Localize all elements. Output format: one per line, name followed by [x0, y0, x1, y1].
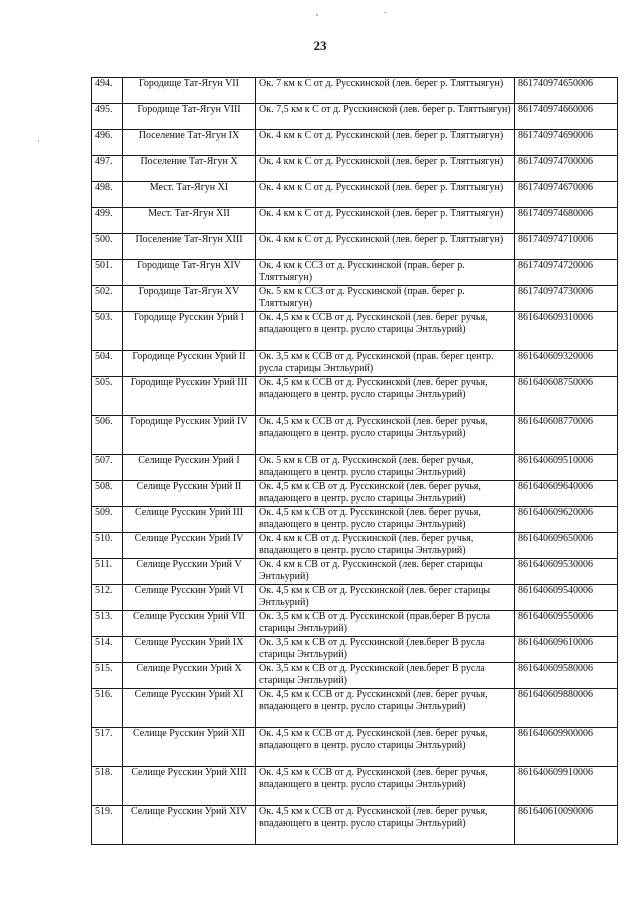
- monument-name: Мест. Тат-Ягун XII: [123, 208, 256, 234]
- page-number: 23: [313, 38, 327, 53]
- table-row: [92, 182, 618, 208]
- row-number: 517.: [92, 728, 123, 767]
- monument-location: Ок. 4 км к ССЗ от д. Русскинской (прав. берег р. Тляттыягун): [256, 260, 515, 286]
- monument-location: Ок. 5 км к СВ от д. Русскинской (лев. берег ручья, впадающего в центр. русло старицы Энтльурий): [256, 455, 515, 481]
- monument-location: Ок. 4,5 км к ССВ от д. Русскинской (лев. берег ручья, впадающего в центр. русло старицы Энтльурий): [256, 416, 515, 455]
- table-row: [92, 351, 618, 377]
- table-row: [92, 481, 618, 507]
- table-row: [92, 104, 618, 130]
- monument-name: Селище Русскин Урий X: [123, 663, 256, 689]
- row-number: 499.: [92, 208, 123, 234]
- row-number: 511.: [92, 559, 123, 585]
- row-number: 519.: [92, 806, 123, 845]
- row-number: 518.: [92, 767, 123, 806]
- table-row: [92, 286, 618, 312]
- row-number: 507.: [92, 455, 123, 481]
- monument-name: Селище Русскин Урий XIII: [123, 767, 256, 806]
- monument-name: Селище Русскин Урий VI: [123, 585, 256, 611]
- monument-name: Селище Русскин Урий XII: [123, 728, 256, 767]
- row-number: 514.: [92, 637, 123, 663]
- row-number: 498.: [92, 182, 123, 208]
- registry-code: 861640609550006: [515, 611, 618, 637]
- monument-name: Городище Русскин Урий IV: [123, 416, 256, 455]
- monument-location: Ок. 4,5 км к ССВ от д. Русскинской (лев. берег ручья, впадающего в центр. русло старицы Энтльурий): [256, 728, 515, 767]
- registry-code: 861640608770006: [515, 416, 618, 455]
- monument-location: Ок. 3,5 км к СВ от д. Русскинской (прав.берег В русла старицы Энтльурий): [256, 611, 515, 637]
- row-number: 495.: [92, 104, 123, 130]
- table-row: [92, 78, 618, 104]
- monument-location: Ок. 4 км к С от д. Русскинской (лев. берег р. Тляттыягун): [256, 234, 515, 260]
- registry-code: 861640609310006: [515, 312, 618, 351]
- registry-code: 861740974650006: [515, 78, 618, 104]
- row-number: 515.: [92, 663, 123, 689]
- registry-code: 861640609540006: [515, 585, 618, 611]
- table-row: [92, 455, 618, 481]
- registry-code: 861740974730006: [515, 286, 618, 312]
- monument-name: Мест. Тат-Ягун XI: [123, 182, 256, 208]
- monument-name: Городище Тат-Ягун VIII: [123, 104, 256, 130]
- monument-name: Селище Русскин Урий V: [123, 559, 256, 585]
- monument-location: Ок. 7 км к С от д. Русскинской (лев. берег р. Тлятты́ягун): [256, 78, 515, 104]
- monument-name: Городище Тат-Ягун VII: [123, 78, 256, 104]
- registry-code: 861740974710006: [515, 234, 618, 260]
- table-row: [92, 767, 618, 806]
- registry-code: 861640609530006: [515, 559, 618, 585]
- row-number: 505.: [92, 377, 123, 416]
- monument-name: Селище Русскин Урий XIV: [123, 806, 256, 845]
- monument-location: Ок. 4,5 км к ССВ от д. Русскинской (лев. берег ручья, впадающего в центр. русло старицы Энтльурий): [256, 689, 515, 728]
- monument-name: Селище Русскин Урий IX: [123, 637, 256, 663]
- monument-location: Ок. 3,5 км к ССВ от д. Русскинской (прав. берег центр. русла старицы Энтльурий): [256, 351, 515, 377]
- row-number: 513.: [92, 611, 123, 637]
- row-number: 508.: [92, 481, 123, 507]
- row-number: 504.: [92, 351, 123, 377]
- registry-code: 861740974690006: [515, 130, 618, 156]
- row-number: 516.: [92, 689, 123, 728]
- monument-name: Поселение Тат-Ягун IX: [123, 130, 256, 156]
- monument-name: Поселение Тат-Ягун XIII: [123, 234, 256, 260]
- monument-name: Селище Русскин Урий I: [123, 455, 256, 481]
- registry-code: 861740974670006: [515, 182, 618, 208]
- scan-speck: [384, 12, 386, 13]
- table-row: [92, 559, 618, 585]
- monument-name: Городище Тат-Ягун XV: [123, 286, 256, 312]
- monument-name: Селище Русскин Урий IV: [123, 533, 256, 559]
- table-row: [92, 208, 618, 234]
- registry-code: 861740974660006: [515, 104, 618, 130]
- monument-location: Ок. 3,5 км к СВ от д. Русскинской (лев.берег В русла старицы Энтльурий): [256, 663, 515, 689]
- table-row: [92, 637, 618, 663]
- scan-speck: [38, 140, 39, 142]
- row-number: 502.: [92, 286, 123, 312]
- registry-code: 861640609650006: [515, 533, 618, 559]
- row-number: 506.: [92, 416, 123, 455]
- monument-name: Городище Русскин Урий I: [123, 312, 256, 351]
- table-row: [92, 156, 618, 182]
- registry-code: 861640609900006: [515, 728, 618, 767]
- table-row: [92, 663, 618, 689]
- monument-location: Ок. 4,5 км к СВ от д. Русскинской (лев. берег ручья, впадающего в центр. русло старицы Энтльурий): [256, 507, 515, 533]
- row-number: 500.: [92, 234, 123, 260]
- row-number: 503.: [92, 312, 123, 351]
- row-number: 510.: [92, 533, 123, 559]
- monument-location: Ок. 4 км к С от д. Русскинской (лев. берег р. Тляттыягун): [256, 208, 515, 234]
- monument-location: Ок. 4 км к С от д. Русскинской (лев. берег р. Тляттыягун): [256, 130, 515, 156]
- registry-code: 861740974720006: [515, 260, 618, 286]
- scan-speck: [316, 14, 318, 16]
- registry-code: 861640608750006: [515, 377, 618, 416]
- registry-code: 861740974680006: [515, 208, 618, 234]
- monument-name: Селище Русскин Урий VII: [123, 611, 256, 637]
- monument-name: Селище Русскин Урий XI: [123, 689, 256, 728]
- monument-location: Ок. 4,5 км к ССВ от д. Русскинской (лев. берег ручья, впадающего в центр. русло старицы Энтльурий): [256, 377, 515, 416]
- monument-location: Ок. 3,5 км к СВ от д. Русскинской (лев.берег В русла старицы Энтльурий): [256, 637, 515, 663]
- registry-code: 861640609610006: [515, 637, 618, 663]
- monument-location: Ок. 4,5 км к ССВ от д. Русскинской (лев. берег ручья, впадающего в центр. русло старицы Энтльурий): [256, 806, 515, 845]
- registry-code: 861740974700006: [515, 156, 618, 182]
- registry-code: 861640610090006: [515, 806, 618, 845]
- registry-code: 861640609640006: [515, 481, 618, 507]
- table-row: [92, 533, 618, 559]
- monument-location: Ок. 5 км к ССЗ от д. Русскинской (прав. берег р. Тляттыягун): [256, 286, 515, 312]
- monument-name: Городище Русскин Урий III: [123, 377, 256, 416]
- row-number: 509.: [92, 507, 123, 533]
- monument-location: Ок. 4 км к С от д. Русскинской (лев. берег р. Тляттыягун): [256, 156, 515, 182]
- table-row: [92, 689, 618, 728]
- monument-name: Городище Тат-Ягун XIV: [123, 260, 256, 286]
- registry-code: 861640609880006: [515, 689, 618, 728]
- monument-location: Ок. 4,5 км к ССВ от д. Русскинской (лев. берег ручья, впадающего в центр. русло старицы Энтльурий): [256, 312, 515, 351]
- table-row: [92, 312, 618, 351]
- monument-name: Поселение Тат-Ягун X: [123, 156, 256, 182]
- row-number: 496.: [92, 130, 123, 156]
- table-body: [92, 78, 618, 845]
- registry-code: 861640609510006: [515, 455, 618, 481]
- monument-location: Ок. 4 км к С от д. Русскинской (лев. берег р. Тляттыягун): [256, 182, 515, 208]
- monument-location: Ок. 4 км к СВ от д. Русскинской (лев. берег старицы Энтльурий): [256, 559, 515, 585]
- row-number: 501.: [92, 260, 123, 286]
- registry-code: 861640609910006: [515, 767, 618, 806]
- monument-location: Ок. 7,5 км к С от д. Русскинской (лев. берег р. Тляттыягун): [256, 104, 515, 130]
- registry-code: 861640609320006: [515, 351, 618, 377]
- monument-location: Ок. 4,5 км к СВ от д. Русскинской (лев. берег ручья, впадающего в центр. русло старицы Энтльурий): [256, 481, 515, 507]
- table-row: [92, 585, 618, 611]
- registry-code: 861640609620006: [515, 507, 618, 533]
- monument-name: Городище Русскин Урий II: [123, 351, 256, 377]
- monuments-table: [91, 77, 618, 845]
- table-row: [92, 260, 618, 286]
- table-row: [92, 728, 618, 767]
- row-number: 497.: [92, 156, 123, 182]
- monument-name: Селище Русскин Урий II: [123, 481, 256, 507]
- monument-location: Ок. 4,5 км к ССВ от д. Русскинской (лев. берег ручья, впадающего в центр. русло старицы Энтльурий): [256, 767, 515, 806]
- table-row: [92, 806, 618, 845]
- table-row: [92, 507, 618, 533]
- row-number: 494.: [92, 78, 123, 104]
- table-row: [92, 234, 618, 260]
- monument-location: Ок. 4,5 км к СВ от д. Русскинской (лев. берег старицы Энтльурий): [256, 585, 515, 611]
- table-row: [92, 611, 618, 637]
- registry-code: 861640609580006: [515, 663, 618, 689]
- monument-location: Ок. 4 км к СВ от д. Русскинской (лев. берег ручья, впадающего в центр. русло старицы Энтльурий): [256, 533, 515, 559]
- table-row: [92, 377, 618, 416]
- table-row: [92, 130, 618, 156]
- row-number: 512.: [92, 585, 123, 611]
- table-row: [92, 416, 618, 455]
- monument-name: Селище Русскин Урий III: [123, 507, 256, 533]
